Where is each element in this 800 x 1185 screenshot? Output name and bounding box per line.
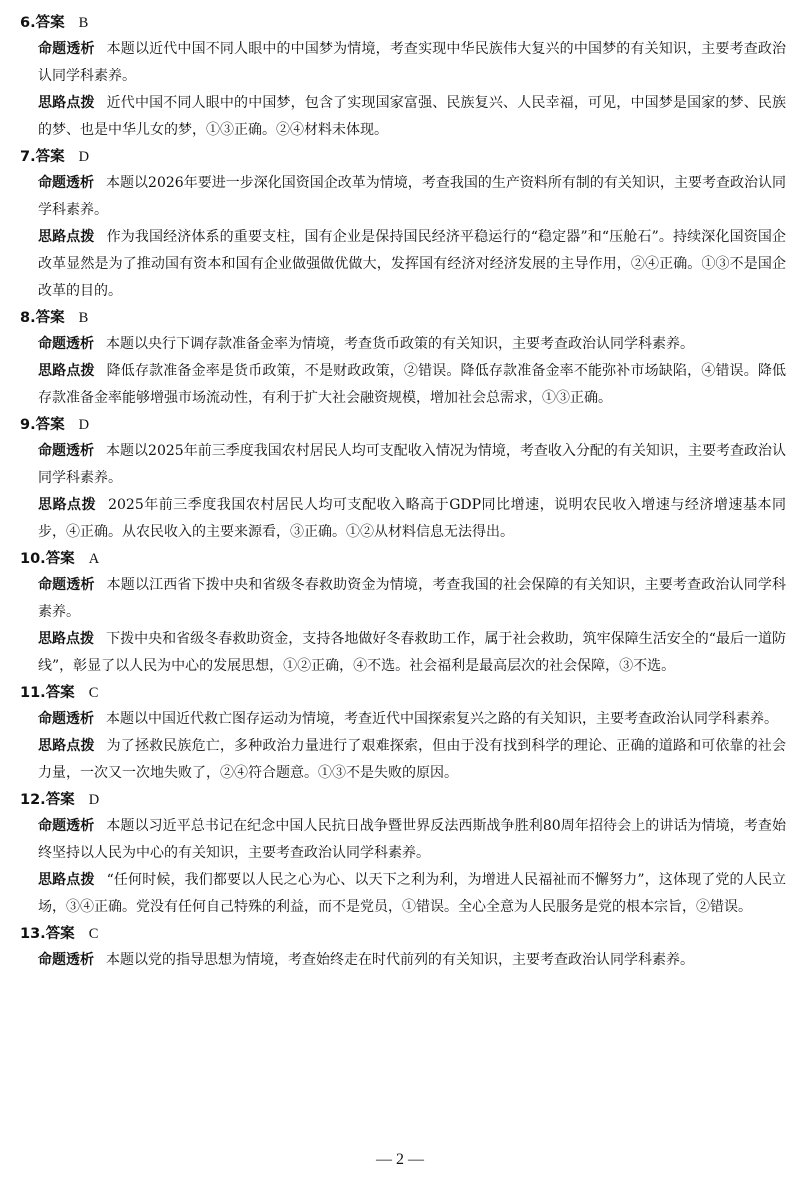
analysis-label: 命题透析	[38, 175, 95, 191]
answer-letter: C	[88, 926, 99, 942]
question-number: 7.	[20, 149, 36, 165]
answer-item	[20, 546, 786, 680]
hint-label: 思路点拨	[38, 95, 95, 111]
analysis-paragraph	[38, 170, 786, 224]
question-number: 9.	[20, 417, 36, 433]
answer-line	[20, 144, 786, 170]
analysis-text: 本题以习近平总书记在纪念中国人民抗日战争暨世界反法西斯战争胜利80周年招待会上的讲话为情境，考查始终坚持以人民为中心的有关知识，主要考查政治认同学科素养。	[38, 818, 787, 861]
question-number: 8.	[20, 310, 36, 326]
hint-text: 下拨中央和省级冬春救助资金，支持各地做好冬春救助工作，属于社会救助，筑牢保障生活安全的“最后一道防线”，彰显了以人民为中心的发展思想，①②正确，④不选。社会福利是最高层次的社会保障，③不选。	[38, 631, 787, 674]
answer-label: 答案	[45, 792, 75, 808]
analysis-paragraph	[38, 813, 786, 867]
analysis-paragraph	[38, 331, 786, 358]
question-number: 10.	[20, 551, 46, 567]
answer-line	[20, 546, 786, 572]
analysis-text: 本题以近代中国不同人眼中的中国梦为情境，考查实现中华民族伟大复兴的中国梦的有关知识，主要考查政治认同学科素养。	[38, 41, 787, 84]
hint-label: 思路点拨	[38, 497, 97, 513]
answer-label: 答案	[35, 15, 65, 31]
answer-letter: A	[88, 551, 100, 567]
hint-text: “任何时候，我们都要以人民之心为心、以天下之利为利，为增进人民福祉而不懈努力”，这体现了党的人民立场，③④正确。党没有任何自己特殊的利益，而不是党员，①错误。全心全意为人民服务是党的根本宗旨，②错误。	[38, 872, 787, 915]
answer-label: 答案	[45, 926, 75, 942]
hint-paragraph	[38, 224, 786, 305]
analysis-paragraph	[38, 572, 786, 626]
answer-letter: D	[78, 149, 90, 165]
analysis-text: 本题以江西省下拨中央和省级冬春救助资金为情境，考查我国的社会保障的有关知识，主要考查政治认同学科素养。	[38, 577, 787, 620]
hint-text: 近代中国不同人眼中的中国梦，包含了实现国家富强、民族复兴、人民幸福，可见，中国梦是国家的梦、民族的梦、也是中华儿女的梦，①③正确。②④材料未体现。	[38, 95, 787, 138]
analysis-text: 本题以2025年前三季度我国农村居民人均可支配收入情况为情境，考查收入分配的有关知识，主要考查政治认同学科素养。	[38, 443, 786, 486]
hint-label: 思路点拨	[38, 363, 95, 379]
answer-item	[20, 787, 786, 921]
hint-label: 思路点拨	[38, 631, 95, 647]
analysis-paragraph	[38, 706, 786, 733]
analysis-text: 本题以中国近代救亡图存运动为情境，考查近代中国探索复兴之路的有关知识，主要考查政治认同学科素养。	[106, 711, 778, 727]
answer-item	[20, 305, 786, 412]
hint-paragraph	[38, 358, 786, 412]
answer-label: 答案	[35, 310, 65, 326]
answer-item	[20, 921, 786, 974]
analysis-paragraph	[38, 438, 786, 492]
analysis-text: 本题以党的指导思想为情境，考查始终走在时代前列的有关知识，主要考查政治认同学科素养。	[106, 952, 694, 968]
analysis-paragraph	[38, 36, 786, 90]
analysis-label: 命题透析	[38, 443, 95, 459]
answer-line	[20, 10, 786, 36]
answer-item	[20, 412, 786, 546]
analysis-label: 命题透析	[38, 711, 94, 727]
answer-label: 答案	[45, 551, 75, 567]
answer-line	[20, 412, 786, 438]
question-number: 12.	[20, 792, 46, 808]
answer-label: 答案	[35, 417, 65, 433]
answer-line	[20, 305, 786, 331]
answer-label: 答案	[35, 149, 65, 165]
question-number: 11.	[20, 685, 46, 701]
analysis-text: 本题以2026年要进一步深化国资国企改革为情境，考查我国的生产资料所有制的有关知识，主要考查政治认同学科素养。	[38, 175, 786, 218]
answer-line	[20, 921, 786, 947]
answer-line	[20, 787, 786, 813]
page-number: — 2 —	[376, 1151, 424, 1168]
answer-letter: C	[88, 685, 99, 701]
hint-label: 思路点拨	[38, 229, 95, 245]
question-number: 6.	[20, 15, 36, 31]
answer-letter: B	[78, 15, 89, 31]
hint-label: 思路点拨	[38, 872, 95, 888]
answer-line	[20, 680, 786, 706]
question-number: 13.	[20, 926, 46, 942]
answer-item	[20, 680, 786, 787]
answer-letter: B	[78, 310, 89, 326]
hint-text: 降低存款准备金率是货币政策，不是财政政策，②错误。降低存款准备金率不能弥补市场缺陷，④错误。降低存款准备金率能够增强市场流动性，有利于扩大社会融资规模，增加社会总需求，①③正确。	[38, 363, 787, 406]
analysis-label: 命题透析	[38, 952, 94, 968]
answer-item	[20, 10, 786, 144]
hint-text: 为了拯救民族危亡，多种政治力量进行了艰难探索，但由于没有找到科学的理论、正确的道路和可依靠的社会力量，一次又一次地失败了，②④符合题意。①③不是失败的原因。	[38, 738, 787, 781]
hint-paragraph	[38, 733, 786, 787]
analysis-text: 本题以央行下调存款准备金率为情境，考查货币政策的有关知识，主要考查政治认同学科素养。	[106, 336, 694, 352]
answer-label: 答案	[45, 685, 75, 701]
hint-paragraph	[38, 90, 786, 144]
hint-paragraph	[38, 492, 786, 546]
answer-item	[20, 144, 786, 305]
analysis-label: 命题透析	[38, 818, 95, 834]
hint-text: 2025年前三季度我国农村居民人均可支配收入略高于GDP同比增速，说明农民收入增速与经济增速基本同步，④正确。从农民收入的主要来源看，③正确。①②从材料信息无法得出。	[38, 497, 786, 540]
analysis-paragraph	[38, 947, 786, 974]
analysis-label: 命题透析	[38, 577, 95, 593]
analysis-label: 命题透析	[38, 41, 95, 57]
hint-paragraph	[38, 626, 786, 680]
analysis-label: 命题透析	[38, 336, 94, 352]
hint-paragraph	[38, 867, 786, 921]
answer-letter: D	[88, 792, 100, 808]
hint-text: 作为我国经济体系的重要支柱，国有企业是保持国民经济平稳运行的“稳定器”和“压舱石”。持续深化国资国企改革显然是为了推动国有资本和国有企业做强做优做大，发挥国有经济对经济发展的主导作用，②④正确。①③不是国企改革的目的。	[38, 229, 786, 299]
answer-list	[20, 10, 786, 974]
answer-letter: D	[78, 417, 90, 433]
hint-label: 思路点拨	[38, 738, 95, 754]
